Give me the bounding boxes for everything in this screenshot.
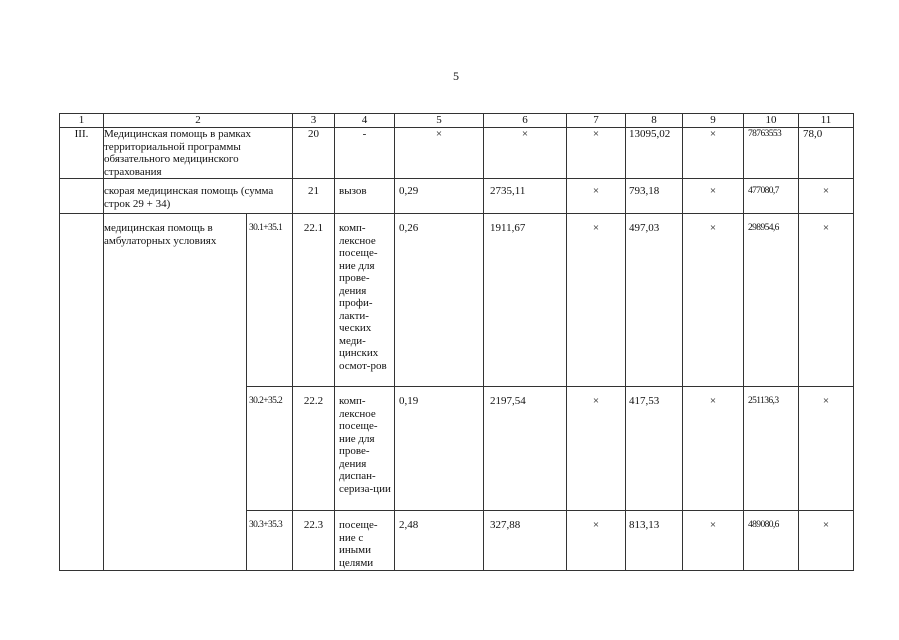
cell-5: 0,26	[395, 214, 484, 387]
cell-5: 0,29	[395, 179, 484, 214]
unit-cell: комп-лексное посеще-ние для прове-дения профи-лакти-ческих меди-цинских осмот-ров	[335, 214, 395, 387]
cell-9: ×	[683, 387, 744, 511]
row-title: скорая медицинская помощь (сумма строк 29 + 34)	[104, 179, 293, 214]
row-code: 22.2	[293, 387, 335, 511]
cell-7: ×	[567, 128, 626, 179]
cell-11: ×	[799, 511, 854, 571]
cell-11: ×	[799, 179, 854, 214]
cell-11: 78,0	[799, 128, 854, 179]
row-range: 30.2+35.2	[247, 387, 293, 511]
cell-7: ×	[567, 179, 626, 214]
cell-5: 2,48	[395, 511, 484, 571]
cell-6: ×	[484, 128, 567, 179]
cell-5: ×	[395, 128, 484, 179]
table-row	[60, 179, 854, 214]
cell-5: 0,19	[395, 387, 484, 511]
cell-7: ×	[567, 511, 626, 571]
cell-8: 13095,02	[626, 128, 683, 179]
cell-10: 78763553	[744, 128, 799, 179]
cell-10: 298954,6	[744, 214, 799, 387]
row-code: 22.3	[293, 511, 335, 571]
header-row	[60, 114, 854, 128]
row-range: 30.1+35.1	[247, 214, 293, 387]
header-cell: 11	[799, 114, 854, 128]
cell-8: 793,18	[626, 179, 683, 214]
header-cell: 6	[484, 114, 567, 128]
row-code: 21	[293, 179, 335, 214]
cell-9: ×	[683, 214, 744, 387]
cell-6: 2735,11	[484, 179, 567, 214]
group-label: медицинская помощь в амбулаторных условиях	[104, 214, 247, 571]
section-number: III.	[60, 128, 104, 179]
row-title: Медицинская помощь в рамках территориальной программы обязательного медицинского страхования	[104, 128, 293, 179]
data-table	[59, 113, 854, 571]
header-cell: 10	[744, 114, 799, 128]
cell-6: 1911,67	[484, 214, 567, 387]
table-row	[60, 214, 854, 387]
unit-cell: -	[335, 128, 395, 179]
cell-9: ×	[683, 179, 744, 214]
header-cell: 4	[335, 114, 395, 128]
cell-10: 477080,7	[744, 179, 799, 214]
cell-6: 327,88	[484, 511, 567, 571]
row-code: 22.1	[293, 214, 335, 387]
cell-7: ×	[567, 214, 626, 387]
empty-cell	[60, 214, 104, 571]
cell-9: ×	[683, 511, 744, 571]
cell-8: 417,53	[626, 387, 683, 511]
cell-10: 251136,3	[744, 387, 799, 511]
header-cell: 2	[104, 114, 293, 128]
cell-7: ×	[567, 387, 626, 511]
cell-11: ×	[799, 387, 854, 511]
cell-11: ×	[799, 214, 854, 387]
cell-9: ×	[683, 128, 744, 179]
header-cell: 5	[395, 114, 484, 128]
page-number: 5	[453, 69, 459, 83]
cell-8: 497,03	[626, 214, 683, 387]
unit-cell: посеще-ние с иными целями	[335, 511, 395, 571]
table-row	[60, 128, 854, 179]
row-code: 20	[293, 128, 335, 179]
empty-cell	[60, 179, 104, 214]
unit-cell: комп-лексное посеще-ние для прове-дения диспан-сериза-ции	[335, 387, 395, 511]
header-cell: 8	[626, 114, 683, 128]
cell-10: 489080,6	[744, 511, 799, 571]
cell-8: 813,13	[626, 511, 683, 571]
cell-6: 2197,54	[484, 387, 567, 511]
unit-cell: вызов	[335, 179, 395, 214]
header-cell: 7	[567, 114, 626, 128]
header-cell: 1	[60, 114, 104, 128]
header-cell: 3	[293, 114, 335, 128]
header-cell: 9	[683, 114, 744, 128]
row-range: 30.3+35.3	[247, 511, 293, 571]
